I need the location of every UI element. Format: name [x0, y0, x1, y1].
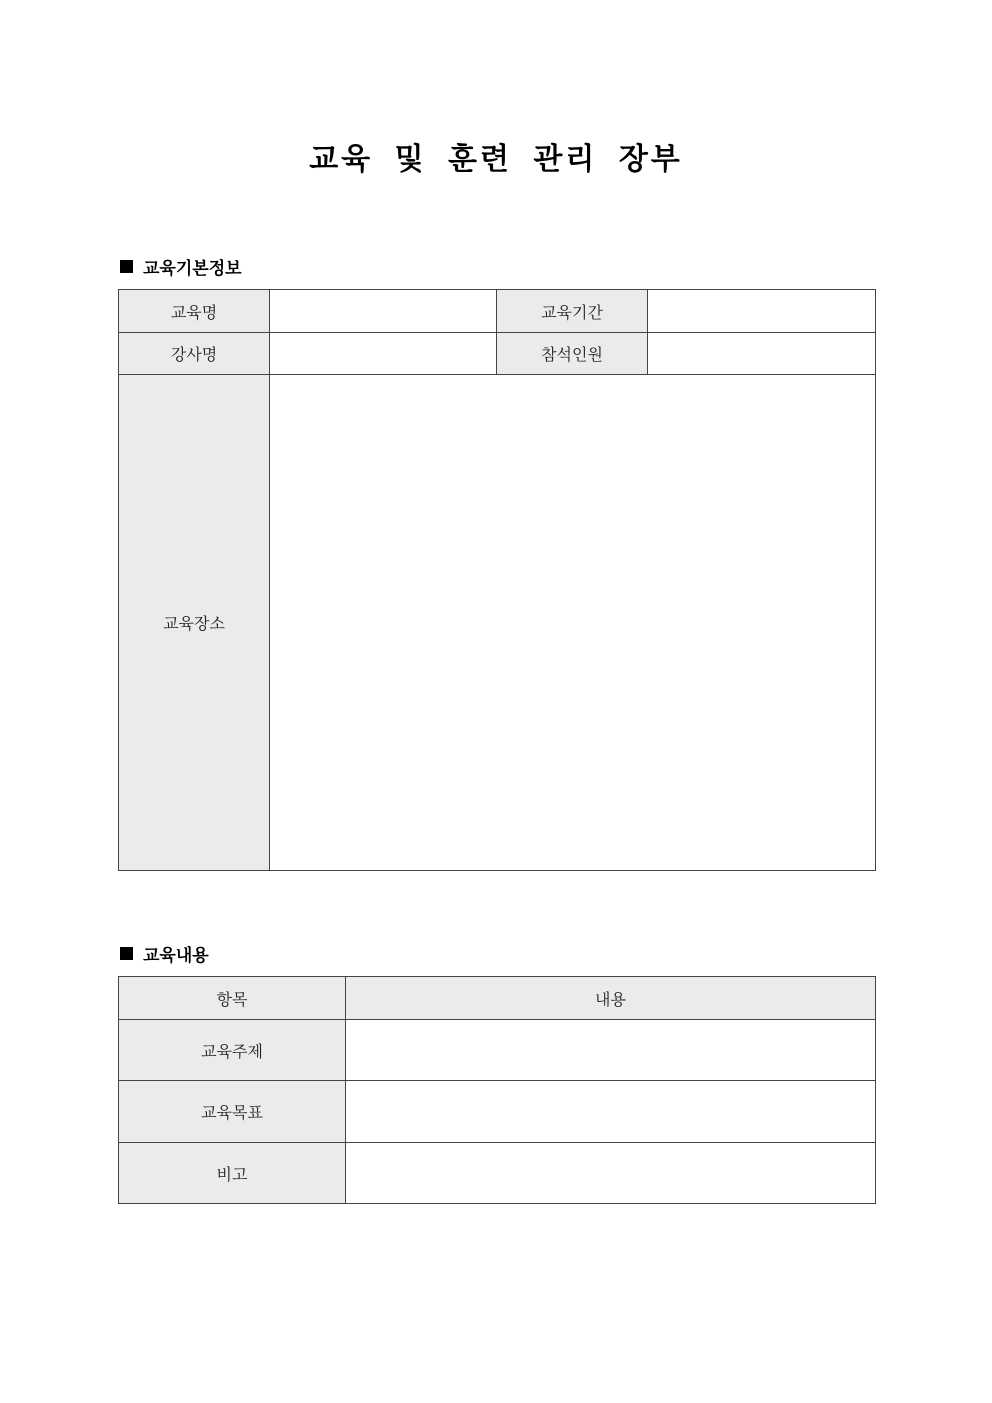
period-label: 교육기간: [497, 290, 648, 333]
attendees-field[interactable]: [648, 333, 876, 375]
content-table: [118, 976, 876, 1204]
basic-info-table: [118, 289, 876, 871]
row-label-remarks: 비고: [119, 1143, 346, 1204]
course-name-label: 교육명: [119, 290, 270, 333]
section-heading-basic-info: [120, 254, 242, 279]
section-heading-content: [120, 941, 209, 966]
square-bullet-icon: [120, 947, 133, 960]
location-field[interactable]: [270, 375, 876, 871]
remarks-field[interactable]: [346, 1143, 876, 1204]
column-header-item: 항목: [119, 977, 346, 1020]
location-label: 교육장소: [119, 375, 270, 871]
topic-field[interactable]: [346, 1020, 876, 1081]
row-label-topic: 교육주제: [119, 1020, 346, 1081]
instructor-field[interactable]: [270, 333, 497, 375]
column-header-content: 내용: [346, 977, 876, 1020]
attendees-label: 참석인원: [497, 333, 648, 375]
period-field[interactable]: [648, 290, 876, 333]
course-name-field[interactable]: [270, 290, 497, 333]
page-title: 교육 및 훈련 관리 장부: [309, 142, 683, 177]
table-row: [119, 1143, 876, 1204]
goal-field[interactable]: [346, 1081, 876, 1143]
instructor-label: 강사명: [119, 333, 270, 375]
section-heading-label: 교육내용: [143, 946, 209, 966]
table-row: [119, 1020, 876, 1081]
section-heading-label: 교육기본정보: [143, 259, 242, 279]
square-bullet-icon: [120, 260, 133, 273]
table-row: [119, 1081, 876, 1143]
row-label-goal: 교육목표: [119, 1081, 346, 1143]
